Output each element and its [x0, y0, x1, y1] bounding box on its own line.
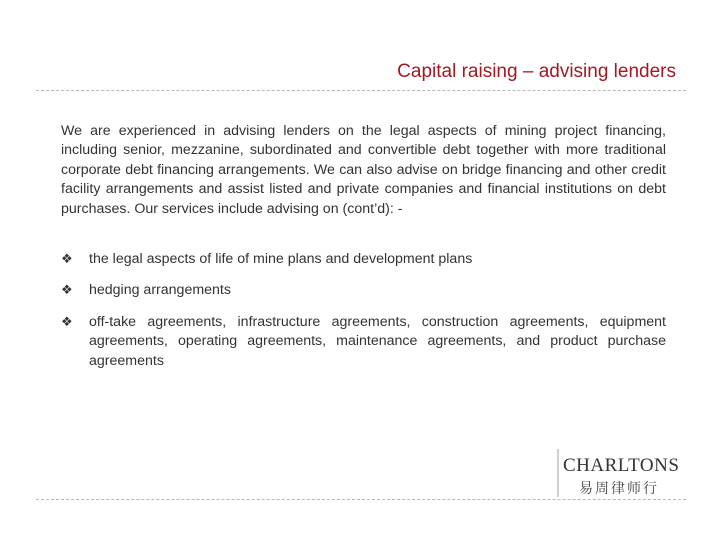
logo-chinese-name: 易周律师行 — [579, 481, 659, 497]
intro-paragraph: We are experienced in advising lenders on the legal aspects of mining project financing, including senior, mezzanine, subordinated and convertible debt together with more traditional corporate debt financing arrangements. We can also advise on bridge financing and other credit facility arrangements and assist listed and private companies and financial institutions on debt purchases. Our services include advising on (cont’d): - — [61, 123, 666, 217]
list-item — [61, 313, 666, 371]
list-item-text: the legal aspects of life of mine plans and development plans — [89, 251, 473, 267]
logo-divider — [557, 449, 559, 497]
bottom-divider — [36, 499, 686, 500]
list-item — [61, 250, 666, 269]
list-item-text: hedging arrangements — [89, 282, 231, 299]
slide-title: Capital raising – advising lenders — [397, 61, 676, 82]
bullet-icon: ❖ — [61, 252, 73, 267]
list-item-text: off-take agreements, infrastructure agreements, construction agreements, equipment agreements, operating agreements, maintenance agreements, and product purchase agreements — [89, 313, 666, 369]
top-divider — [36, 90, 686, 91]
bullet-icon: ❖ — [61, 314, 73, 330]
charltons-logo — [557, 449, 683, 497]
services-list — [61, 250, 666, 383]
list-item — [61, 281, 666, 300]
logo-wordmark: CHARLTONS — [563, 455, 680, 476]
bullet-icon: ❖ — [61, 283, 73, 299]
